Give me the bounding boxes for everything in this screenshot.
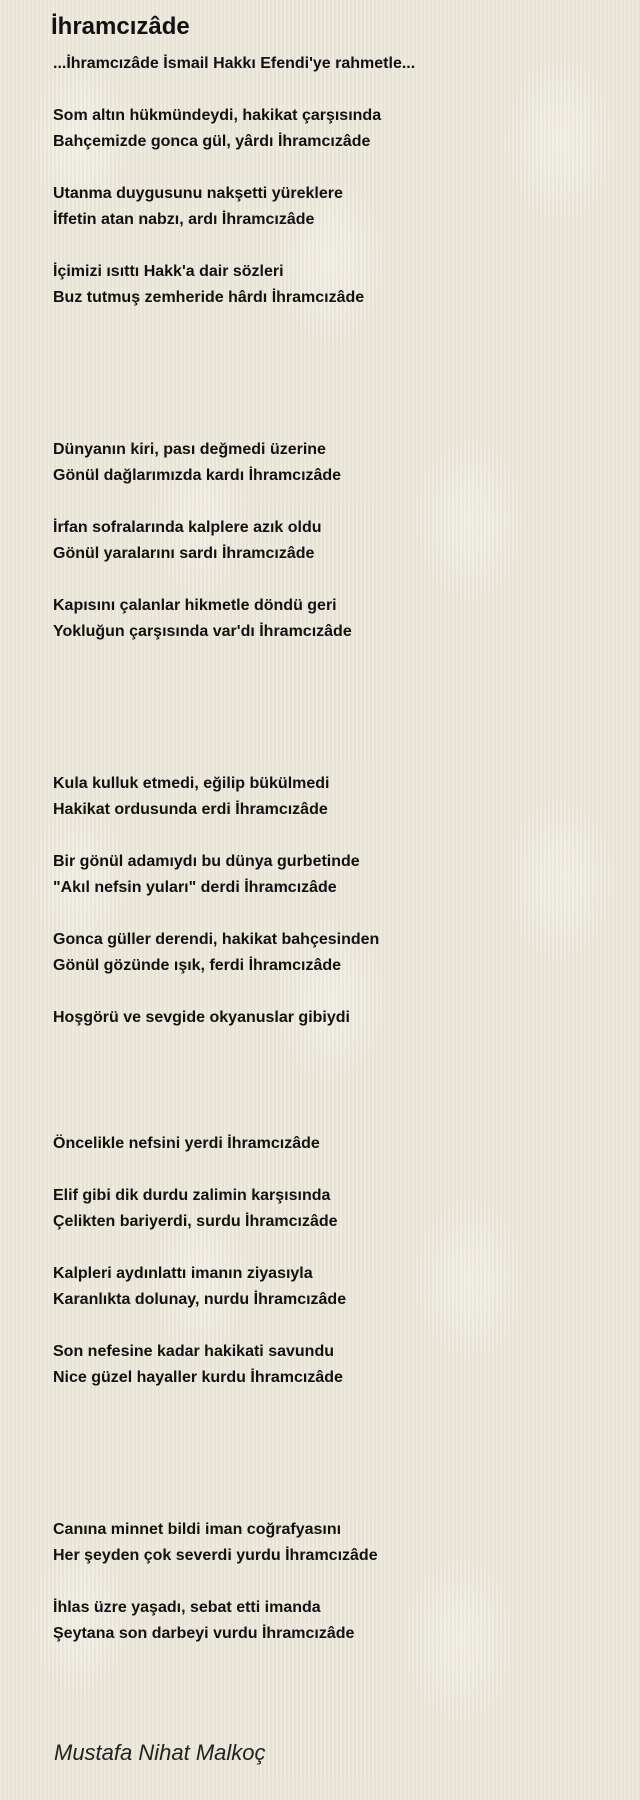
poem-line: Kalpleri aydınlattı imanın ziyasıyla — [53, 1265, 313, 1282]
poem-line: Utanma duygusunu nakşetti yüreklere — [53, 185, 343, 202]
poem-author: Mustafa Nihat Malkoç — [54, 1740, 266, 1765]
poem-line: Hoşgörü ve sevgide okyanuslar gibiydi — [53, 1009, 350, 1026]
poem-line: Çelikten bariyerdi, surdu İhramcızâde — [53, 1213, 338, 1230]
poem-line: Buz tutmuş zemheride hârdı İhramcızâde — [53, 289, 365, 306]
poem-line: İhlas üzre yaşadı, sebat etti imanda — [53, 1599, 321, 1616]
poem-line: Gönül gözünde ışık, ferdi İhramcızâde — [53, 957, 342, 974]
poem-line: Öncelikle nefsini yerdi İhramcızâde — [53, 1135, 320, 1152]
poem-dedication: ...İhramcızâde İsmail Hakkı Efendi'ye rahmetle... — [53, 55, 416, 72]
poem-line: Gönül yaralarını sardı İhramcızâde — [53, 545, 315, 562]
poem-line: Kapısını çalanlar hikmetle döndü geri — [53, 597, 337, 614]
poem-line: Dünyanın kiri, pası değmedi üzerine — [53, 441, 326, 458]
poem-line: Bahçemizde gonca gül, yârdı İhramcızâde — [53, 133, 371, 150]
poem-line: Son nefesine kadar hakikati savundu — [53, 1343, 334, 1360]
poem-line: Hakikat ordusunda erdi İhramcızâde — [53, 801, 328, 818]
poem-line: Gonca güller derendi, hakikat bahçesinden — [53, 931, 380, 948]
poem-line: Karanlıkta dolunay, nurdu İhramcızâde — [53, 1291, 347, 1308]
poem-line: Şeytana son darbeyi vurdu İhramcızâde — [53, 1625, 355, 1642]
poem-line: Canına minnet bildi iman coğrafyasını — [53, 1521, 342, 1538]
poem-line: Som altın hükmündeydi, hakikat çarşısında — [53, 107, 382, 124]
poem-line: İffetin atan nabzı, ardı İhramcızâde — [53, 211, 315, 228]
poem-line: İrfan sofralarında kalplere azık oldu — [53, 519, 322, 536]
poem-line: Kula kulluk etmedi, eğilip bükülmedi — [53, 775, 330, 792]
poem-line: Elif gibi dik durdu zalimin karşısında — [53, 1187, 331, 1204]
poem-line: "Akıl nefsin yuları" derdi İhramcızâde — [53, 879, 337, 896]
poem-line: Nice güzel hayaller kurdu İhramcızâde — [53, 1369, 343, 1386]
poem-line: Yokluğun çarşısında var'dı İhramcızâde — [53, 623, 352, 640]
poem-line: Her şeyden çok severdi yurdu İhramcızâde — [53, 1547, 378, 1564]
poem-line: Gönül dağlarımızda kardı İhramcızâde — [53, 467, 342, 484]
poem-line: İçimizi ısıttı Hakk'a dair sözleri — [53, 263, 284, 280]
poem-title: İhramcızâde — [51, 13, 190, 40]
poem-line: Bir gönül adamıydı bu dünya gurbetinde — [53, 853, 360, 870]
